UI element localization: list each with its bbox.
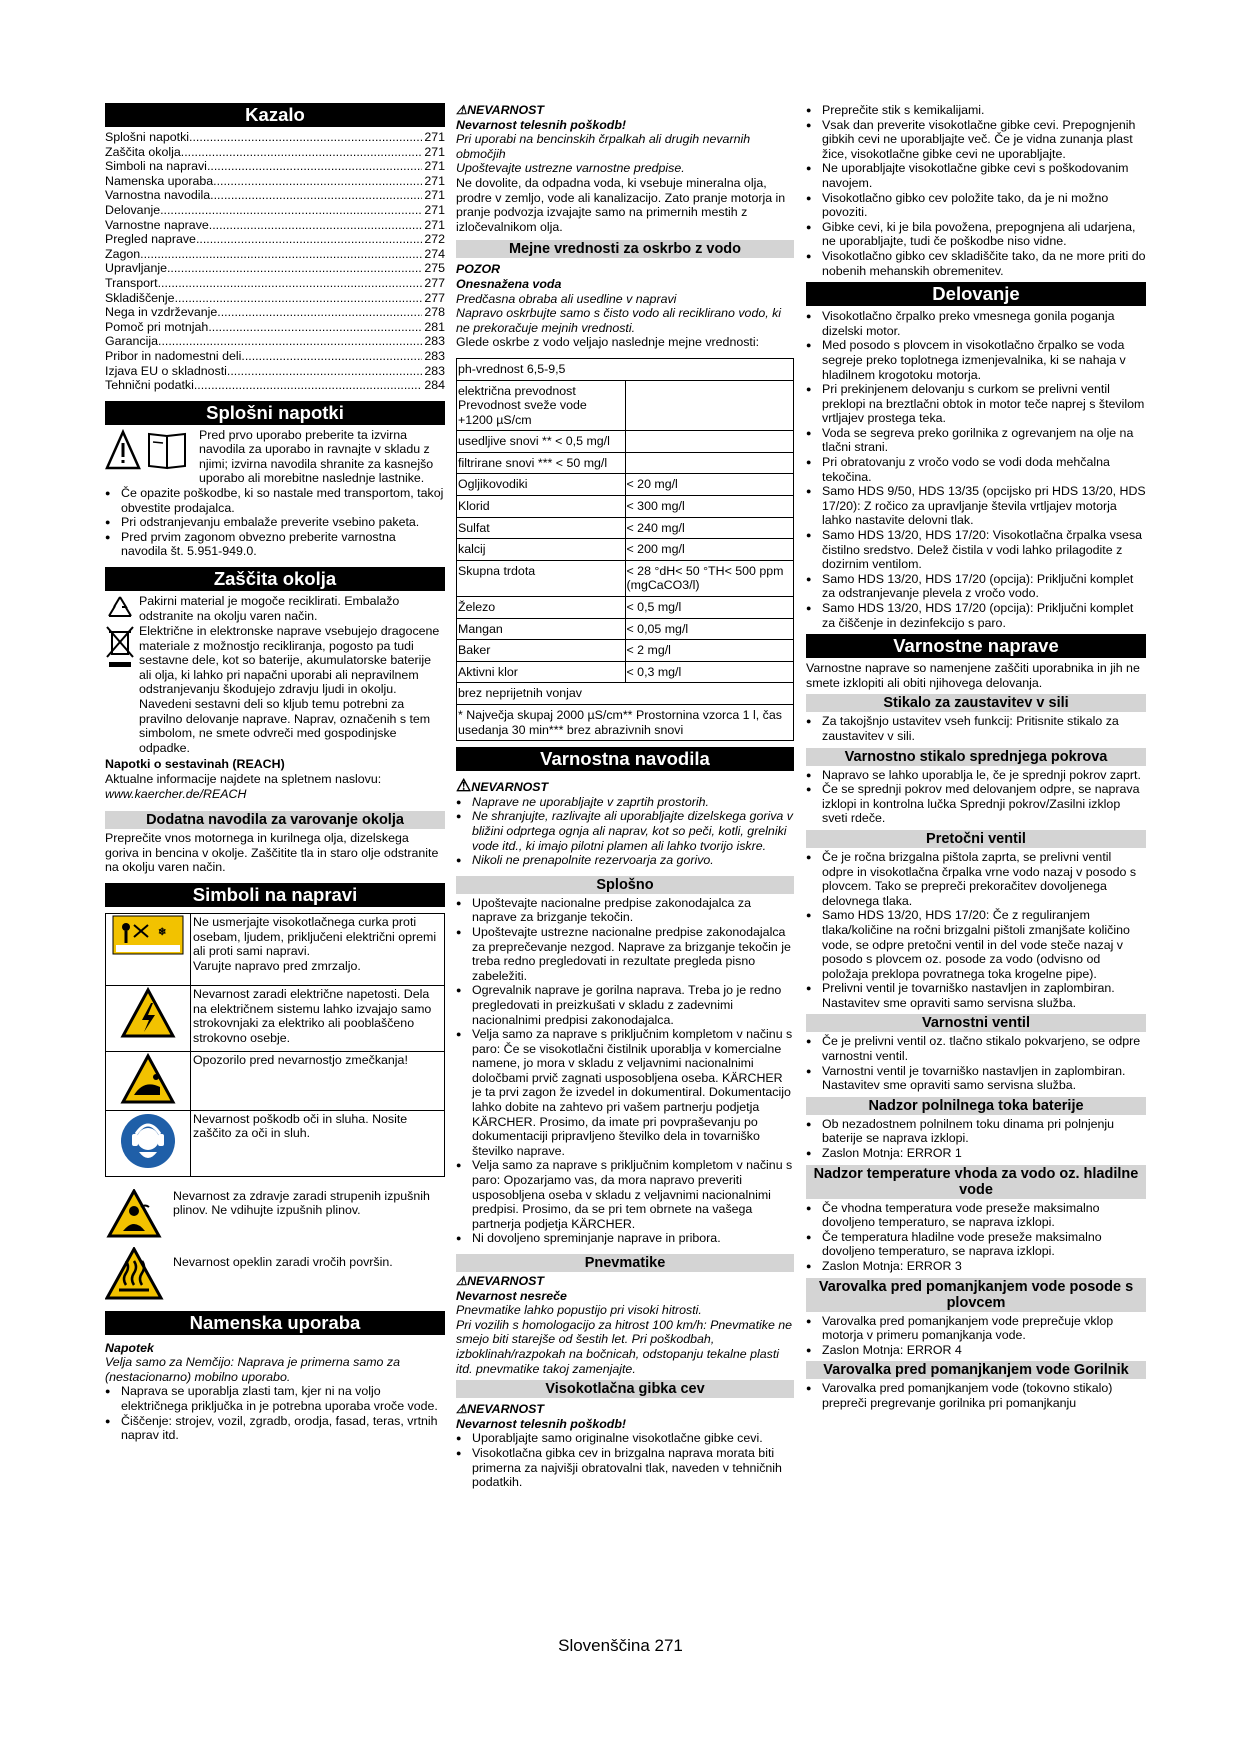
toc-leader	[213, 174, 422, 189]
table-cell: Sulfat	[457, 517, 626, 539]
symbols-title: Simboli na napravi	[105, 883, 445, 907]
hose-danger-label: ⚠NEVARNOST	[456, 1402, 544, 1417]
danger-text: Upoštevajte ustrezne varnostne predpise.	[456, 161, 685, 176]
list-item: ● Za takojšnjo ustavitev vseh funkcij: Pritisnite stikalo za zaustavitev v sili.	[806, 714, 1146, 743]
toc-leader	[167, 261, 422, 276]
toc-leader	[241, 349, 422, 364]
tyres-title: Pnevmatike	[456, 1254, 794, 1272]
temp-title: Nadzor temperature vhoda za vodo oz. hladilne vode	[806, 1165, 1146, 1199]
toc-entry[interactable]	[105, 364, 445, 379]
list-item: ● Ne uporabljajte visokotlačne gibke cevi s poškodovanim navojem.	[806, 161, 1146, 190]
safety-devices-text: Varnostne naprave so namenjene zaščiti uporabnika in jih ne smete izklopiti ali obiti njihovega delovanja.	[806, 661, 1140, 690]
toc-leader	[158, 276, 423, 291]
list-item: ● Samo HDS 13/20, HDS 17/20: Če z reguliranjem tlaka/količine na ročni brizgalni pištoli zmanjšate količino vode, se odpre pretočni ventil in del vode steče nazaj v posodo s plovcem oz. posode za vodo (odvisno od položaja preklopa povratnega toka krogelne pipe).	[806, 908, 1146, 981]
symbol-text: Nevarnost poškodb oči in sluha. Nosite zaščito za oči in sluh.	[193, 1111, 408, 1141]
list-item: ● Samo HDS 13/20, HDS 17/20 (opcija): Priključni komplet za čiščenje in dezinfekcijo s paro.	[806, 601, 1146, 630]
table-cell: usedljive snovi ** < 0,5 mg/l	[457, 431, 626, 453]
warning-triangle-icon: ⚠	[456, 776, 472, 796]
list-item: ● Ni dovoljeno spreminjanje naprave in pribora.	[456, 1231, 794, 1246]
list-item: ● Varovalka pred pomanjkanjem vode preprečuje vklop motorja v primeru pomanjkanja vode.	[806, 1314, 1146, 1343]
toc-entry[interactable]	[105, 291, 445, 306]
reach-link[interactable]: www.kaercher.de/REACH	[105, 786, 247, 801]
toc-entry-label: Skladiščenje	[105, 290, 175, 305]
svg-text:❄: ❄	[158, 926, 167, 938]
toc-entry[interactable]	[105, 174, 445, 189]
toc-entry-label: Splošni napotki	[105, 130, 190, 144]
caution-text: Napravo oskrbujte samo s čisto vodo ali reciklirano vodo, ki ne prekoračuje mejnih vrednosti.	[456, 306, 782, 335]
hot-surface-row	[105, 1247, 445, 1301]
table-row	[457, 597, 794, 619]
toc-entry[interactable]	[105, 145, 445, 160]
list-item: ● Če vhodna temperatura vode preseže maksimalno dovoljeno temperaturo, se naprava izklopi.	[806, 1201, 1146, 1230]
column-middle	[456, 103, 794, 1490]
table-cell: < 240 mg/l	[625, 517, 794, 539]
ear-eye-protection-icon	[119, 1112, 177, 1170]
table-cell: brez neprijetnih vonjav	[457, 683, 794, 705]
toc-entry-label: Delovanje	[105, 202, 161, 217]
toc-entry[interactable]	[105, 247, 445, 262]
toc-entry[interactable]	[105, 334, 445, 349]
toc-leader	[181, 145, 423, 160]
env-weee-text: Električne in elektronske naprave vsebujejo dragocene materiale z možnostjo recikliranja, pogosto pa tudi sestavne dele, kot so baterije, akumulatorske baterije ali olja, ki lahko pri napačni uporabi ali nepravilnem odstranjevanju škodujejo zdravju ljudi in okolju. Navedeni sestavni deli so kljub temu potrebni za pravilno delovanje naprave. Naprav, označenih s tem simbolom, ne smete odvreči med gospodinjske odpadke.	[139, 624, 440, 755]
table-cell: ph-vrednost 6,5-9,5	[457, 358, 794, 380]
toc-leader	[140, 247, 422, 262]
tyres-danger-label: ⚠NEVARNOST	[456, 1274, 544, 1288]
water-intro: Glede oskrbe z vodo veljajo naslednje mejne vrednosti:	[456, 335, 760, 350]
toc-entry-page: 277	[424, 275, 445, 290]
toc-leader	[209, 218, 423, 233]
table-cell: < 0,5 mg/l	[625, 597, 794, 619]
list-item: ● Visokotlačno gibko cev položite tako, da je ni možno povoziti.	[806, 191, 1146, 220]
symbol-row	[106, 1051, 445, 1110]
symbol-row	[106, 985, 445, 1051]
scald-icon	[120, 1053, 176, 1105]
table-cell: < 0,05 mg/l	[625, 618, 794, 640]
list-item: ● Prelivni ventil je tovarniško nastavljen in zaplombiran. Nastavitev sme opraviti samo servisna služba.	[806, 981, 1146, 1010]
overflow-title: Pretočni ventil	[806, 830, 1146, 848]
symbol-row	[106, 913, 445, 985]
column-left	[105, 103, 445, 1443]
toc-entry-page: 271	[424, 202, 445, 217]
table-cell: < 2 mg/l	[625, 640, 794, 662]
tyres-danger-title: Nevarnost nesreče	[456, 1288, 567, 1303]
intended-note-title: Napotek	[105, 1340, 154, 1355]
table-cell: < 28 °dH< 50 °TH< 500 ppm (mgCaCO3/l)	[625, 560, 794, 596]
hose-title: Visokotlačna gibka cev	[456, 1380, 794, 1398]
operation-items	[806, 309, 1146, 630]
relief-title: Varnostni ventil	[806, 1014, 1146, 1032]
toc-entry-page: 277	[424, 290, 445, 305]
list-item: ● Če je ročna brizgalna pištola zaprta, se prelivni ventil odpre in visokotlačna črpalka vrne vodo nazaj v posodo s plovcem. Tako se prepreči prekoračitev dovoljenega delovnega tlaka.	[806, 850, 1146, 908]
table-row	[457, 683, 794, 705]
estop-title: Stikalo za zaustavitev v sili	[806, 694, 1146, 712]
env-extra-title: Dodatna navodila za varovanje okolja	[105, 811, 445, 829]
list-item: ● Če opazite poškodbe, ki so nastale med transportom, takoj obvestite prodajalca.	[105, 486, 445, 515]
toc-title: Kazalo	[105, 103, 445, 127]
table-row	[457, 452, 794, 474]
toc-entry-page: 271	[424, 188, 445, 203]
table-cell: Aktivni klor	[457, 661, 626, 683]
toc-entry-page: 281	[424, 319, 445, 334]
toc-leader	[207, 159, 422, 174]
toc-entry-label: Nega in vzdrževanje	[105, 305, 218, 320]
list-item: ● Preprečite stik s kemikalijami.	[806, 103, 1146, 118]
exhaust-text: Nevarnost za zdravje zaradi strupenih izpušnih plinov. Ne vdihujte izpušnih plinov.	[173, 1188, 430, 1218]
table-row	[457, 474, 794, 496]
list-item: ● Varnostni ventil je tovarniško nastavljen in zaplombiran. Nastavitev sme opraviti samo servisna služba.	[806, 1064, 1146, 1093]
list-item: ● Velja samo za naprave s priključnim kompletom v načinu s paro: Če se visokotlačni čistilnik uporablja v komercialne namene, jo mora v skladu z veljavnimi nacionalnimi določbami prvič zagnati usposobljena oseba. KÄRCHER je ta prvi zagon že izvedel in dokumentiral. Dokumentacijo lahko dobite na zahtevo pri vašem partnerju podjetja KÄRCHER. Prosimo, da imate pri povpraševanju po dokumentaciji pripravljeno številko dela in tovarniško številko naprave.	[456, 1027, 794, 1158]
toc-entry-label: Namenska uporaba	[105, 173, 214, 188]
toc-entry[interactable]	[105, 378, 445, 393]
list-item: ● Upoštevajte nacionalne predpise zakonodajalca za naprave za brizganje tekočin.	[456, 896, 794, 925]
list-item: ● Samo HDS 13/20, HDS 17/20 (opcija): Priključni komplet za odstranjevanje plevela z vročo vodo.	[806, 572, 1146, 601]
float-items	[806, 1314, 1146, 1358]
toc-entry-label: Zagon	[105, 246, 141, 261]
list-item: ● Čiščenje: strojev, vozil, zgradb, orodja, fasad, teras, vrtnih naprav itd.	[105, 1414, 445, 1443]
table-cell	[625, 380, 794, 431]
hose-items	[456, 1431, 794, 1489]
env-recycle-text: Pakirni material je mogoče reciklirati. Embalažo odstranite na okolju varen način.	[139, 594, 400, 623]
list-item: ● Pri prekinjenem delovanju s curkom se prelivni ventil preklopi na breztlačni obtok in motor teče naprej s številom vrtljajev prostega teka.	[806, 382, 1146, 426]
table-row	[457, 618, 794, 640]
toc-leader	[158, 334, 422, 349]
list-item: ● Če se sprednji pokrov med delovanjem odpre, se naprava izklopi in kontrolna lučka Sprednji pokrov/Zasilni izklop sveti rdeče.	[806, 782, 1146, 826]
relief-items	[806, 1034, 1146, 1092]
toc-leader	[208, 320, 422, 335]
float-title: Varovalka pred pomanjkanjem vode posode s plovcem	[806, 1278, 1146, 1312]
burner-title: Varovalka pred pomanjkanjem vode Gorilnik	[806, 1361, 1146, 1379]
toc-list	[105, 130, 445, 393]
symbol-text: Ne usmerjajte visokotlačnega curka proti osebam, ljudem, priključeni električni opremi ali proti sami napravi.	[193, 914, 437, 959]
toc-entry-label: Garancija	[105, 334, 159, 349]
safety-title: Varnostna navodila	[456, 747, 794, 771]
safety-devices-title: Varnostne naprave	[806, 634, 1146, 658]
table-row	[457, 560, 794, 596]
toc-entry-page: 283	[424, 363, 445, 378]
toc-entry-label: Simboli na napravi	[105, 159, 207, 174]
symbols-table	[105, 913, 445, 1177]
toc-entry-label: Pribor in nadomestni deli	[105, 348, 242, 363]
table-cell	[625, 452, 794, 474]
table-row	[457, 496, 794, 518]
operation-title: Delovanje	[806, 282, 1146, 306]
symbol-row	[106, 1110, 445, 1176]
general-sub-title: Splošno	[456, 876, 794, 894]
toc-entry[interactable]	[105, 349, 445, 364]
water-limits-table	[456, 358, 794, 741]
table-cell: filtrirane snovi *** < 50 mg/l	[457, 452, 626, 474]
footer-page-number: 271	[654, 1636, 683, 1655]
toc-entry-label: Upravljanje	[105, 261, 167, 276]
toc-leader	[175, 291, 423, 306]
toc-leader	[189, 130, 422, 145]
table-cell: električna prevodnost Prevodnost sveže vode +1200 µS/cm	[457, 380, 626, 431]
high-voltage-icon	[120, 987, 176, 1039]
hose-danger-title: Nevarnost telesnih poškodb!	[456, 1416, 627, 1431]
toc-entry-page: 284	[424, 378, 445, 393]
toc-entry-page: 274	[424, 246, 445, 261]
symbol-text: Varujte napravo pred zmrzaljo.	[193, 958, 361, 973]
toc-entry-label: Pregled naprave	[105, 232, 196, 247]
toc-entry[interactable]	[105, 261, 445, 276]
burner-items	[806, 1381, 1146, 1410]
general-bullets	[105, 486, 445, 559]
list-item: ● Pri obratovanju z vročo vodo se vodi doda mehčalna tekočina.	[806, 455, 1146, 484]
toc-entry-page: 271	[424, 173, 445, 188]
table-cell: Klorid	[457, 496, 626, 518]
toc-entry-label: Zaščita okolja	[105, 144, 181, 159]
safety-danger-list	[456, 795, 794, 868]
warning-manual-icon	[105, 428, 197, 472]
list-item: ● Ne shranjujte, razlivajte ali uporabljajte dizelskega goriva v bližini odprtega ognja ali naprav, kot so peči, kotli, grelniki vode itd., ki imajo pilotni plamen ali lahko tvorijo iskre.	[456, 809, 794, 853]
toc-entry-page: 283	[424, 334, 445, 349]
danger-label: ⚠NEVARNOST	[456, 103, 544, 117]
caution-title: Onesnažena voda	[456, 276, 562, 291]
toc-entry-page: 271	[424, 217, 445, 232]
table-cell: kalcij	[457, 539, 626, 561]
symbol-text: Opozorilo pred nevarnostjo zmečkanja!	[193, 1052, 408, 1067]
reach-text: Aktualne informacije najdete na spletnem naslovu:	[105, 771, 382, 786]
toc-entry-label: Varnostne naprave	[105, 217, 209, 232]
exhaust-gas-icon	[105, 1189, 167, 1239]
toc-entry-label: Transport	[105, 275, 158, 290]
toc-entry[interactable]	[105, 203, 445, 218]
env-recycle-row	[105, 594, 445, 624]
toc-entry-page: 283	[424, 348, 445, 363]
tyres-text: Pri vozilih s homologacijo za hitrost 100 km/h: Pnevmatike ne smejo biti starejše od šestih let. Pri poškodbah, izboklinah/razpokah na bočnicah, odstopanju tekalne plasti itd. pnevmatike takoj zamenjajte.	[456, 1317, 793, 1376]
toc-entry-page: 278	[424, 305, 445, 320]
toc-entry-page: 271	[424, 130, 445, 144]
water-title: Mejne vrednosti za oskrbo z vodo	[456, 240, 794, 258]
list-item: ● Zaslon Motnja: ERROR 3	[806, 1259, 1146, 1274]
cover-title: Varnostno stikalo sprednjega pokrova	[806, 748, 1146, 766]
table-row	[457, 358, 794, 380]
battery-title: Nadzor polnilnega toka baterije	[806, 1097, 1146, 1115]
list-item: ● Uporabljajte samo originalne visokotlačne gibke cevi.	[456, 1431, 794, 1446]
table-cell: < 0,3 mg/l	[625, 661, 794, 683]
overflow-items	[806, 850, 1146, 1011]
list-item: ● Ob nezadostnem polnilnem toku dinama pri polnjenju baterije se naprava izklopi.	[806, 1117, 1146, 1146]
toc-entry-label: Izjava EU o skladnosti	[105, 363, 227, 378]
list-item: ● Napravo se lahko uporablja le, če je sprednji pokrov zaprt.	[806, 768, 1146, 783]
env-extra-text: Preprečite vnos motornega in kurilnega olja, dizelskega goriva in bencina v okolje. Zaščitite tla in staro olje odstranite na okolju varen način.	[105, 831, 439, 875]
table-cell: Skupna trdota	[457, 560, 626, 596]
toc-entry-page: 272	[424, 232, 445, 247]
hot-surface-text: Nevarnost opeklin zaradi vročih površin.	[173, 1254, 393, 1269]
table-cell	[625, 431, 794, 453]
table-row	[457, 380, 794, 431]
intended-title: Namenska uporaba	[105, 1311, 445, 1335]
toc-entry[interactable]	[105, 320, 445, 335]
tyres-text: Pnevmatike lahko popustijo pri visoki hitrosti.	[456, 1303, 702, 1318]
toc-entry[interactable]	[105, 159, 445, 174]
table-cell: Mangan	[457, 618, 626, 640]
temp-items	[806, 1201, 1146, 1274]
footer-language: Slovenščina	[558, 1636, 650, 1655]
env-weee-row	[105, 624, 445, 755]
table-row	[457, 661, 794, 683]
toc-leader	[196, 232, 422, 247]
toc-leader	[160, 203, 422, 218]
table-cell: Železo	[457, 597, 626, 619]
general-intro-row	[105, 428, 445, 486]
warning-triangle-icon: ⚠	[456, 103, 468, 117]
toc-entry[interactable]	[105, 218, 445, 233]
toc-entry[interactable]	[105, 305, 445, 320]
list-item: ● Zaslon Motnja: ERROR 4	[806, 1343, 1146, 1358]
toc-leader	[227, 364, 422, 379]
hose-more-items	[806, 103, 1146, 278]
list-item: ● Zaslon Motnja: ERROR 1	[806, 1146, 1146, 1161]
toc-entry-page: 271	[424, 159, 445, 174]
battery-items	[806, 1117, 1146, 1161]
list-item: ● Visokotlačna gibka cev in brizgalna naprava morata biti primerna za najvišji obratovalni tlak, naveden v tehničnih podatkih.	[456, 1446, 794, 1490]
table-row	[457, 705, 794, 741]
general-items	[456, 896, 794, 1246]
list-item: ● Vsak dan preverite visokotlačne gibke cevi. Prepognjenih gibkih cevi ne uporabljajte več. Če je vidna zunanja plast žice, visokotlačne gibke cevi ne uporabljajte.	[806, 118, 1146, 162]
toc-leader	[194, 378, 422, 393]
list-item: ● Visokotlačno črpalko preko vmesnega gonila poganja dizelski motor.	[806, 309, 1146, 338]
list-item: ● Upoštevajte ustrezne nacionalne predpise zakonodajalca za preprečevanje nezgod. Naprave za brizganje tekočin je treba redno pregledovati in rezultate pregleda pisno zabeležiti.	[456, 925, 794, 983]
caution-text: Predčasna obraba ali usedline v napravi	[456, 291, 677, 306]
toc-entry-page: 275	[424, 261, 445, 276]
toc-leader	[217, 305, 422, 320]
crossed-bin-icon	[105, 624, 135, 670]
list-item: ● Voda se segreva preko gorilnika z ogrevanjem na olje na tlačni strani.	[806, 426, 1146, 455]
toc-entry[interactable]	[105, 188, 445, 203]
intended-bullets	[105, 1384, 445, 1442]
table-cell: Baker	[457, 640, 626, 662]
list-item: ● Naprave ne uporabljajte v zaprtih prostorih.	[456, 795, 794, 810]
estop-items	[806, 714, 1146, 743]
toc-entry-label: Tehnični podatki	[105, 378, 194, 393]
intended-note-text: Velja samo za Nemčijo: Naprava je primerna samo za (nestacionarno) mobilno uporabo.	[105, 1355, 400, 1384]
env-title: Zaščita okolja	[105, 567, 445, 591]
caution-label: POZOR	[456, 262, 501, 277]
warning-triangle-icon: ⚠	[456, 1274, 468, 1288]
general-intro: Pred prvo uporabo preberite ta izvirna navodila za uporabo in ravnajte v skladu z njimi; izvirna navodila shranite za kasnejšo uporabo ali morebitne naslednje lastnike.	[199, 427, 434, 486]
table-row	[457, 517, 794, 539]
column-right	[806, 103, 1146, 1411]
cover-items	[806, 768, 1146, 826]
list-item: ● Samo HDS 9/50, HDS 13/35 (opcijsko pri HDS 13/20, HDS 17/20): Z ročico za upravljanje števila vrtljajev motorja lahko nastavite delovni tlak.	[806, 484, 1146, 528]
list-item: ● Ogrevalnik naprave je gorilna naprava. Treba jo je redno pregledovati in preizkušati v skladu z zadevnimi nacionalnimi predpisi zakonodajalca.	[456, 983, 794, 1027]
list-item: ● Med posodo s plovcem in visokotlačno črpalko se voda segreje preko toplotnega izmenjevalnika, ki se nahaja v hladilnem krogotoku motorja.	[806, 338, 1146, 382]
safety-danger-label: ⚠NEVARNOST	[456, 776, 549, 796]
hot-surface-icon	[105, 1247, 167, 1301]
table-cell: < 200 mg/l	[625, 539, 794, 561]
list-item: ● Če temperatura hladilne vode preseže maksimalno dovoljeno temperaturo, se naprava izklopi.	[806, 1230, 1146, 1259]
toc-leader	[210, 188, 422, 203]
table-row	[457, 640, 794, 662]
warning-triangle-icon: ⚠	[456, 1402, 468, 1417]
exhaust-row	[105, 1189, 445, 1239]
waste-water-text: Ne dovolite, da odpadna voda, ki vsebuje mineralna olja, prodre v zemljo, vode ali kanalizacijo. Zato pranje motorja in pranje podvozja izvajajte samo na primernih mestih z izločevalnikom olja.	[456, 175, 786, 234]
table-cell: < 300 mg/l	[625, 496, 794, 518]
reach-title: Napotki o sestavinah (REACH)	[105, 757, 285, 772]
table-row	[457, 431, 794, 453]
danger-text: Pri uporabi na bencinskih črpalkah ali drugih nevarnih območjih	[456, 132, 751, 161]
table-row	[457, 539, 794, 561]
recycle-icon	[105, 594, 135, 624]
list-item: ● Pred prvim zagonom obvezno preberite varnostna navodila št. 5.951-949.0.	[105, 530, 445, 559]
list-item: ● Če je prelivni ventil oz. tlačno stikalo pokvarjeno, se odpre varnostni ventil.	[806, 1034, 1146, 1063]
table-cell: < 20 mg/l	[625, 474, 794, 496]
list-item: ● Visokotlačno gibko cev skladiščite tako, da ne more priti do nobenih mehanskih obremenitev.	[806, 249, 1146, 278]
toc-entry[interactable]	[105, 232, 445, 247]
pressure-jet-icon	[112, 915, 184, 955]
symbol-text: Nevarnost zaradi električne napetosti. Dela na električnem sistemu lahko izvajajo samo strokovnjaki za elektriko ali pooblaščeno strokovno osebje.	[193, 986, 432, 1045]
toc-entry[interactable]	[105, 130, 445, 145]
list-item: ● Pri odstranjevanju embalaže preverite vsebino paketa.	[105, 515, 445, 530]
list-item: ● Gibke cevi, ki je bila povožena, prepognjena ali udarjena, ne uporabljajte, tudi če poškodbe niso vidne.	[806, 220, 1146, 249]
toc-entry[interactable]	[105, 276, 445, 291]
table-cell: Ogljikovodiki	[457, 474, 626, 496]
list-item: ● Samo HDS 13/20, HDS 17/20: Visokotlačna črpalka vsesa čistilno sredstvo. Delež čistila v vodi lahko prilagodite z dozirnim ventilom.	[806, 528, 1146, 572]
page-footer	[0, 1636, 1241, 1656]
list-item: ● Naprava se uporablja zlasti tam, kjer ni na voljo električnega priključka in je potrebna uporaba vroče vode.	[105, 1384, 445, 1413]
danger-title: Nevarnost telesnih poškodb!	[456, 117, 627, 132]
toc-entry-label: Pomoč pri motnjah	[105, 319, 209, 334]
toc-entry-label: Varnostna navodila	[105, 188, 211, 203]
list-item: ● Velja samo za naprave s priključnim kompletom v načinu s paro: Opozarjamo vas, da mora napravo preveriti usposobljena oseba v skladu z veljavnimi nacionalnimi predpisi. Prosimo, da se pri tem obrnete na vašega partnerja podjetja KÄRCHER.	[456, 1158, 794, 1231]
table-cell: * Največja skupaj 2000 µS/cm** Prostornina vzorca 1 l, čas usedanja 30 min*** brez abrazivnih snovi	[457, 705, 794, 741]
list-item: ● Varovalka pred pomanjkanjem vode (tokovno stikalo) prepreči pregrevanje gorilnika pri pomanjkanju	[806, 1381, 1146, 1410]
general-title: Splošni napotki	[105, 401, 445, 425]
list-item: ● Nikoli ne prenapolnite rezervoarja za gorivo.	[456, 853, 794, 868]
toc-entry-page: 271	[424, 144, 445, 159]
